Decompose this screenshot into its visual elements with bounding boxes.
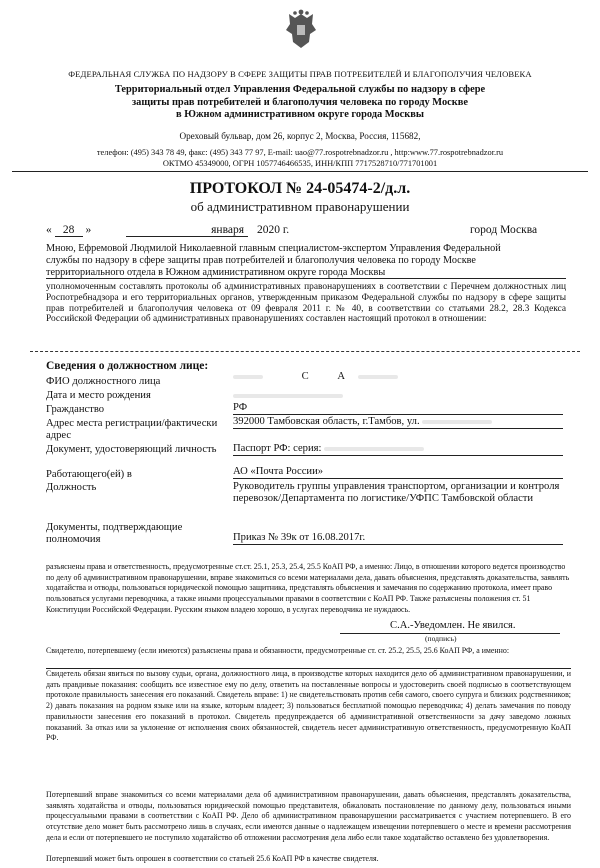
address: Ореховый бульвар, дом 26, корпус 2, Москва, Россия, 115682, bbox=[179, 131, 421, 141]
intro-legal-text: уполномоченным составлять протоколы об административных правонарушениях в соответствии с Перечнем должностных лиц Роспотребнадзора и его территориальных органов, утвержденным приказом Федеральной службы по надзору в сфере защиты прав потребителей и благополучия человека от 09 февраля 2011 г. № 40, в соответствии со статьями 28.2, 28.3 Кодекса Российской Федерации об административных правонарушениях составлен настоящий протокол в отношении: bbox=[46, 282, 566, 325]
id-doc-value: Паспорт РФ: серия: bbox=[233, 443, 563, 456]
work-label: Работающего(ей) в bbox=[46, 469, 132, 480]
signature-label: (подпись) bbox=[425, 634, 457, 643]
header-divider bbox=[12, 171, 588, 172]
date-month: января bbox=[126, 224, 248, 237]
id-doc-label: Документ, удостоверяющий личность bbox=[46, 444, 217, 455]
authority-label: Документы, подтверждающие полномочия bbox=[46, 522, 183, 545]
victim-last: Потерпевший может быть опрошен в соответствии со статьей 25.6 КоАП РФ в качестве свидетеля. bbox=[46, 854, 379, 863]
registration-label: Адрес места регистрации/фактически адрес bbox=[46, 418, 218, 441]
coat-of-arms-icon bbox=[282, 8, 320, 52]
position-label: Должность bbox=[46, 482, 97, 493]
signature-text: С.А.-Уведомлен. Не явился. bbox=[390, 620, 516, 631]
document-subtitle: об административном правонарушении bbox=[190, 199, 410, 214]
fio-value: С А bbox=[233, 371, 563, 383]
citizenship-label: Гражданство bbox=[46, 404, 105, 415]
city: город Москва bbox=[470, 224, 538, 236]
section-divider bbox=[30, 351, 580, 352]
citizenship-value: РФ bbox=[233, 402, 563, 415]
document-title: ПРОТОКОЛ № 24-05474-2/д.л. bbox=[189, 180, 411, 197]
witness-detail: Свидетель обязан явиться по вызову судьи, органа, должностного лица, в производстве которых находится дело об административном правонарушении, и дать правдивые показания: сообщить все известное ему по делу, ответить на поставленные вопросы и удостоверить своей подписью в соответствующем протоколе правильность занесения его показаний. Свидетель вправе: 1) не свидетельствовать против себя самого, своего супруга и близких родственников; 2) давать показания на родном языке или на языке, которым владеет; 3) пользоваться бесплатной помощью переводчика; 4) делать замечания по поводу правильности занесения его показаний в протокол. Свидетель предупреждается об административной ответственности за дачу заведомо ложных показаний. За отказ или за уклонение от исполнения своих обязанностей, свидетель несет административную ответственность, предусмотренную КоАП РФ. bbox=[46, 669, 571, 743]
section-title: Сведения о должностном лице: bbox=[46, 360, 209, 372]
fio-label: ФИО должностного лица bbox=[46, 376, 161, 387]
birth-label: Дата и место рождения bbox=[46, 390, 151, 401]
position-value: Руководитель группы управления транспортом, организации и контроля перевозок/Департамента по логистике/УФПС Тамбовской области bbox=[233, 481, 560, 504]
intro-text: Мною, Ефремовой Людмилой Николаевной главным специалистом-экспертом Управления Федеральной службы по надзору в сфере защиты прав потребителей и благополучия человека по городу Москве территориального отдела в Южном административном округе города Москвы bbox=[46, 243, 566, 279]
witness-text: Свидетелю, потерпевшему (если имеются) разъяснены права и обязанности, предусмотренные ст. ст. 25.2, 25.5, 25.6 КоАП РФ, а именно: bbox=[46, 646, 510, 655]
victim-text: Потерпевший вправе знакомиться со всеми материалами дела об административном правонарушении, давать объяснения, представлять доказательства, заявлять ходатайства и отводы, пользоваться юридической помощью представителя, обжаловать постановление по данному делу, пользоваться иными процессуальными правами в соответствии с КоАП РФ. Дело об административном правонарушении рассматривается с участием потерпевшего. В его отсутствие дело может быть рассмотрено лишь в случаях, если имеются данные о надлежащем извещении потерпевшего о месте и времени рассмотрения дела и если от потерпевшего не поступило ходатайство об отложении рассмотрения дела либо если такое ходатайство оставлено без удовлетворения. bbox=[46, 790, 571, 842]
birth-value bbox=[233, 390, 563, 402]
authority-value: Приказ № 39к от 16.08.2017г. bbox=[233, 532, 563, 545]
work-value: АО «Почта России» bbox=[233, 466, 563, 479]
date-day: « 28 » bbox=[46, 224, 92, 236]
agency-name: ФЕДЕРАЛЬНАЯ СЛУЖБА ПО НАДЗОРУ В СФЕРЕ ЗАЩИТЫ ПРАВ ПОТРЕБИТЕЛЕЙ И БЛАГОПОЛУЧИЯ ЧЕЛОВЕКА bbox=[68, 69, 532, 79]
date-year: 2020 г. bbox=[257, 224, 290, 236]
contacts: телефон: (495) 343 78 49, факс: (495) 343 77 97, E-mail: uao@77.rospotrebnadzor.ru , http:www.77.rospotrebnadzor.ru ОКТМО 45349000, ОГРН 1057746466535, ИНН/КПП 7717528710/771701001 bbox=[96, 148, 504, 168]
department-name: Территориальный отдел Управления Федеральной службы по надзору в сфере защиты прав потребителей и благополучия человека по городу Москве в Южном административном округе города Москвы bbox=[114, 84, 486, 121]
registration-value: 392000 Тамбовская область, г.Тамбов, ул. bbox=[233, 416, 563, 429]
rights-text: разъяснены права и ответственность, предусмотренные ст.ст. 25.1, 25.3, 25.4, 25.5 КоАП РФ, а именно: Лицо, в отношении которого ведется производство по делу об административном правонарушении, вправе знакомиться со всеми материалами дела, давать объяснения, представлять доказательства, заявлять ходатайства и отводы, пользоваться юридической помощью защитника, представлять объяснения и замечания по содержанию протокола, имеет право пользоваться услугами переводчика, а также иными процессуальными правами в соответствии с КоАП РФ. Также разъяснены положения ст. 51 Конституции Российской Федерации. Русским языком владею хорошо, в услугах переводчика не нуждаюсь. bbox=[46, 562, 570, 614]
